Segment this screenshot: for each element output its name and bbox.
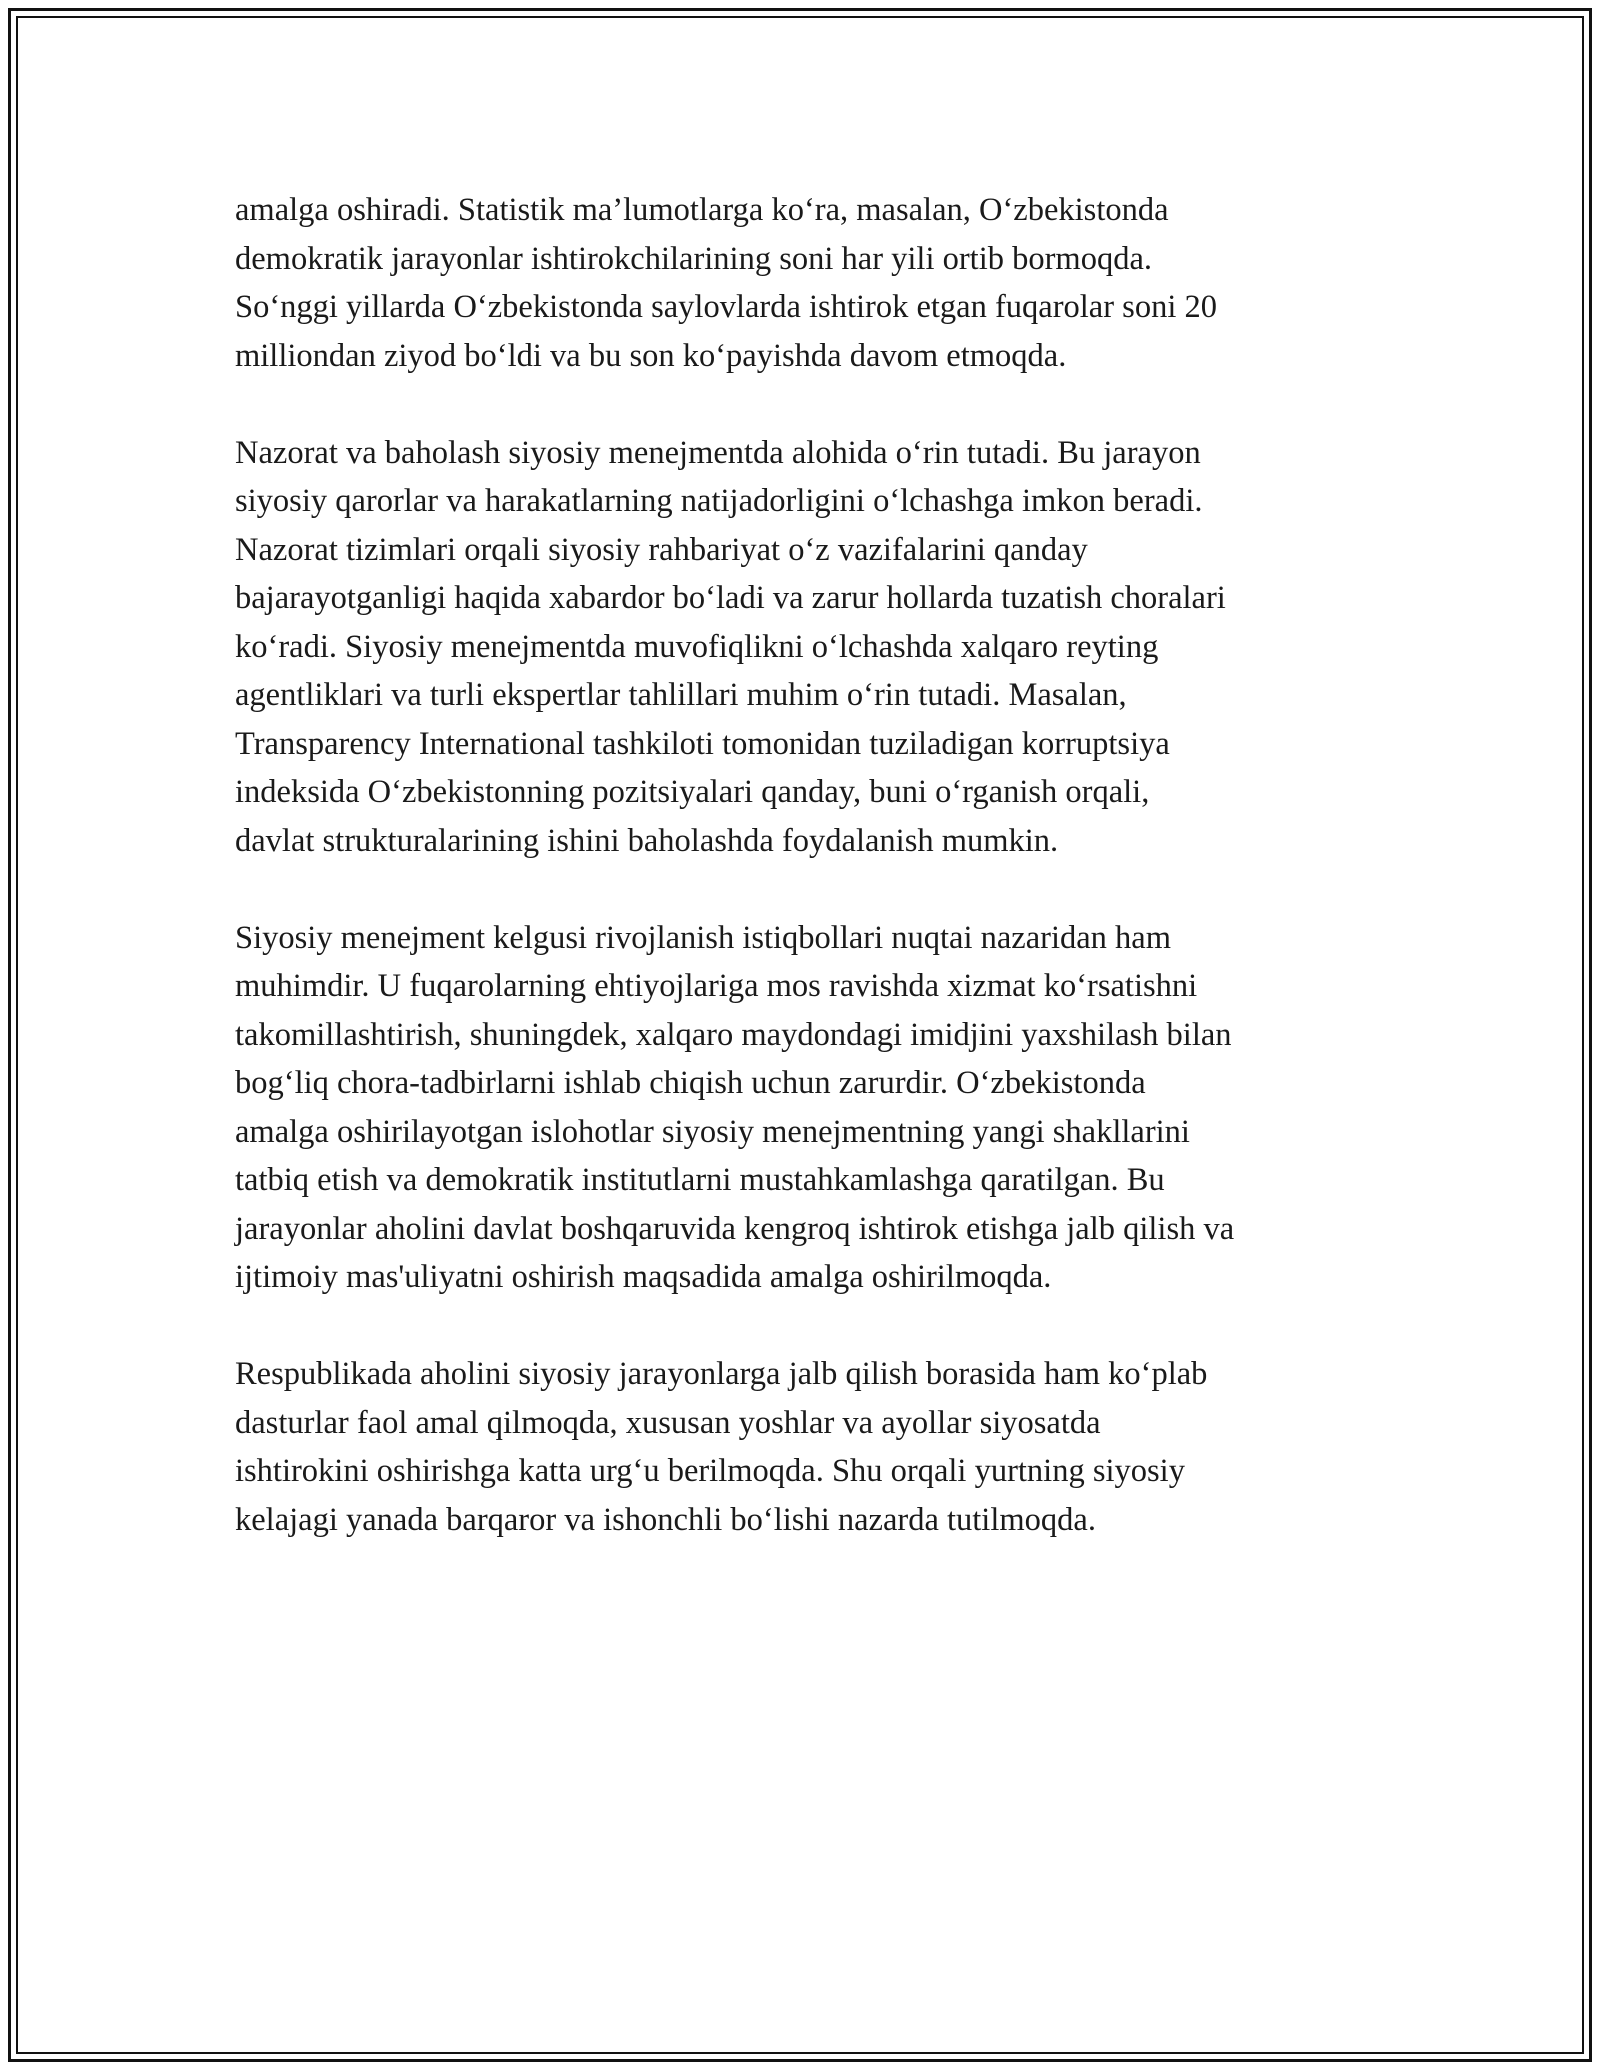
- text-line: kelajagi yanada barqaror va ishonchli bo‘lishi nazarda tutilmoqda.: [235, 1501, 1096, 1538]
- paragraph-1: [235, 186, 1380, 380]
- text-line: Siyosiy menejment kelgusi rivojlanish istiqbollari nuqtai nazaridan ham: [235, 919, 1172, 956]
- text-line: davlat strukturalarining ishini baholashda foydalanish mumkin.: [235, 822, 1059, 859]
- text-line: siyosiy qarorlar va harakatlarning natijadorligini o‘lchashga imkon beradi.: [235, 483, 1203, 519]
- text-line: milliondan ziyod bo‘ldi va bu son ko‘payishda davom etmoqda.: [235, 337, 1067, 374]
- text-line: demokratik jarayonlar ishtirokchilarining soni har yili ortib bormoqda.: [235, 240, 1153, 277]
- text-line: dasturlar faol amal qilmoqda, xususan yoshlar va ayollar siyosatda: [235, 1404, 1101, 1441]
- document-body: [235, 186, 1380, 1593]
- text-line: Respublikada aholini siyosiy jarayonlarga jalb qilish borasida ham ko‘plab: [235, 1356, 1208, 1392]
- text-line: indeksida O‘zbekistonning pozitsiyalari qanday, buni o‘rganish orqali,: [235, 774, 1150, 810]
- paragraph-2: [235, 429, 1380, 866]
- text-line: ishtirokini oshirishga katta urg‘u berilmoqda. Shu orqali yurtning siyosiy: [235, 1453, 1185, 1489]
- text-line: So‘nggi yillarda O‘zbekistonda saylovlarda ishtirok etgan fuqarolar soni 20: [235, 289, 1217, 325]
- text-line: Nazorat va baholash siyosiy menejmentda alohida o‘rin tutadi. Bu jarayon: [235, 434, 1201, 471]
- text-line: amalga oshirilayotgan islohotlar siyosiy menejmentning yangi shakllarini: [235, 1113, 1190, 1150]
- text-line: Transparency International tashkiloti tomonidan tuziladigan korruptsiya: [235, 725, 1170, 762]
- text-line: bog‘liq chora-tadbirlarni ishlab chiqish uchun zarurdir. O‘zbekistonda: [235, 1065, 1146, 1101]
- text-line: bajarayotganligi haqida xabardor bo‘ladi va zarur hollarda tuzatish choralari: [235, 580, 1226, 616]
- text-line: ko‘radi. Siyosiy menejmentda muvofiqlikni o‘lchashda xalqaro reyting: [235, 628, 1159, 665]
- text-line: tatbiq etish va demokratik institutlarni mustahkamlashga qaratilgan. Bu: [235, 1162, 1165, 1198]
- text-line: jarayonlar aholini davlat boshqaruvida kengroq ishtirok etishga jalb qilish va: [235, 1210, 1235, 1247]
- text-line: amalga oshiradi. Statistik ma’lumotlarga ko‘ra, masalan, O‘zbekistonda: [235, 192, 1169, 228]
- paragraph-3: [235, 914, 1380, 1302]
- text-line: muhimdir. U fuqarolarning ehtiyojlariga mos ravishda xizmat ko‘rsatishni: [235, 968, 1198, 1004]
- paragraph-4: [235, 1350, 1380, 1544]
- text-line: agentliklari va turli ekspertlar tahlillari muhim o‘rin tutadi. Masalan,: [235, 677, 1127, 713]
- text-line: takomillashtirish, shuningdek, xalqaro maydondagi imidjini yaxshilash bilan: [235, 1016, 1232, 1053]
- text-line: Nazorat tizimlari orqali siyosiy rahbariyat o‘z vazifalarini qanday: [235, 531, 1088, 568]
- text-line: ijtimoiy mas'uliyatni oshirish maqsadida amalga oshirilmoqda.: [235, 1259, 1052, 1295]
